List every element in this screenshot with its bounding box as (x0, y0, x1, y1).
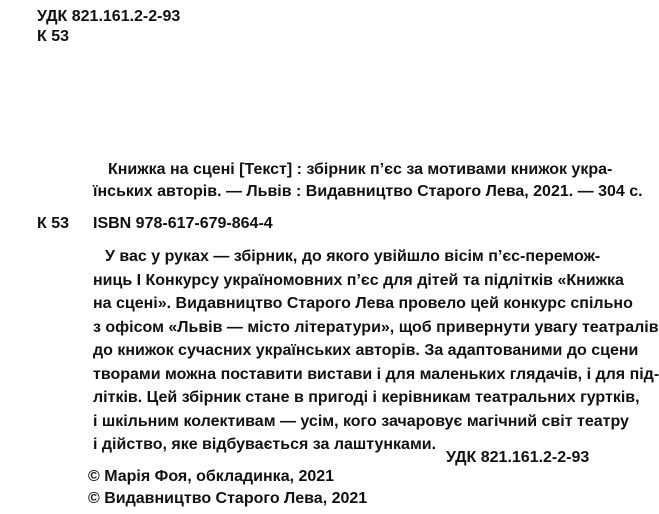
annotation-line: на сцені». Видавництво Старого Лева провело цей конкурс спільно (93, 295, 633, 312)
annotation-line: до книжок сучасних українських авторів. За адаптованими до сцени (93, 342, 639, 359)
author-mark: К 53 (37, 215, 70, 232)
annotation-line: У вас у руках — збірник, до якого увійшло вісім п’єс-перемож- (105, 248, 601, 265)
annotation-line: і шкільним колективам — усім, кого зачаровує магічний світ театру (93, 412, 629, 430)
annotation (93, 245, 659, 457)
annotation-line: з офісом «Львів — місто літератури», щоб привернути увагу театралів (93, 318, 659, 336)
annotation-line: творами можна поставити вистави і для маленьких глядачів, і для під- (93, 365, 659, 383)
author-mark-top: К 53 (37, 28, 70, 45)
udk-code-top: УДК 821.161.2-2-93 (37, 8, 181, 25)
copyright-publisher: © Видавництво Старого Лева, 2021 (88, 490, 368, 507)
annotation-line: літків. Цей збірник стане в пригоді і керівникам театральних гуртків, (93, 389, 640, 406)
isbn: ISBN 978-617-679-864-4 (93, 215, 273, 232)
annotation-line: ниць І Конкурсу україномовних п’єс для дітей та підлітків «Книжка (93, 271, 624, 289)
bibliographic-description-line-1: Книжка на сцені [Текст] : збірник п’єс за мотивами книжок укра- (108, 161, 613, 178)
bibliographic-description-line-2: їнських авторів. — Львів : Видавництво Старого Лева, 2021. — 304 с. (93, 183, 643, 200)
annotation-line: і дійство, яке відбувається за лаштунками. (93, 436, 437, 453)
copyright-cover: © Марія Фоя, обкладинка, 2021 (88, 468, 335, 485)
udk-code-bottom: УДК 821.161.2-2-93 (446, 449, 590, 466)
